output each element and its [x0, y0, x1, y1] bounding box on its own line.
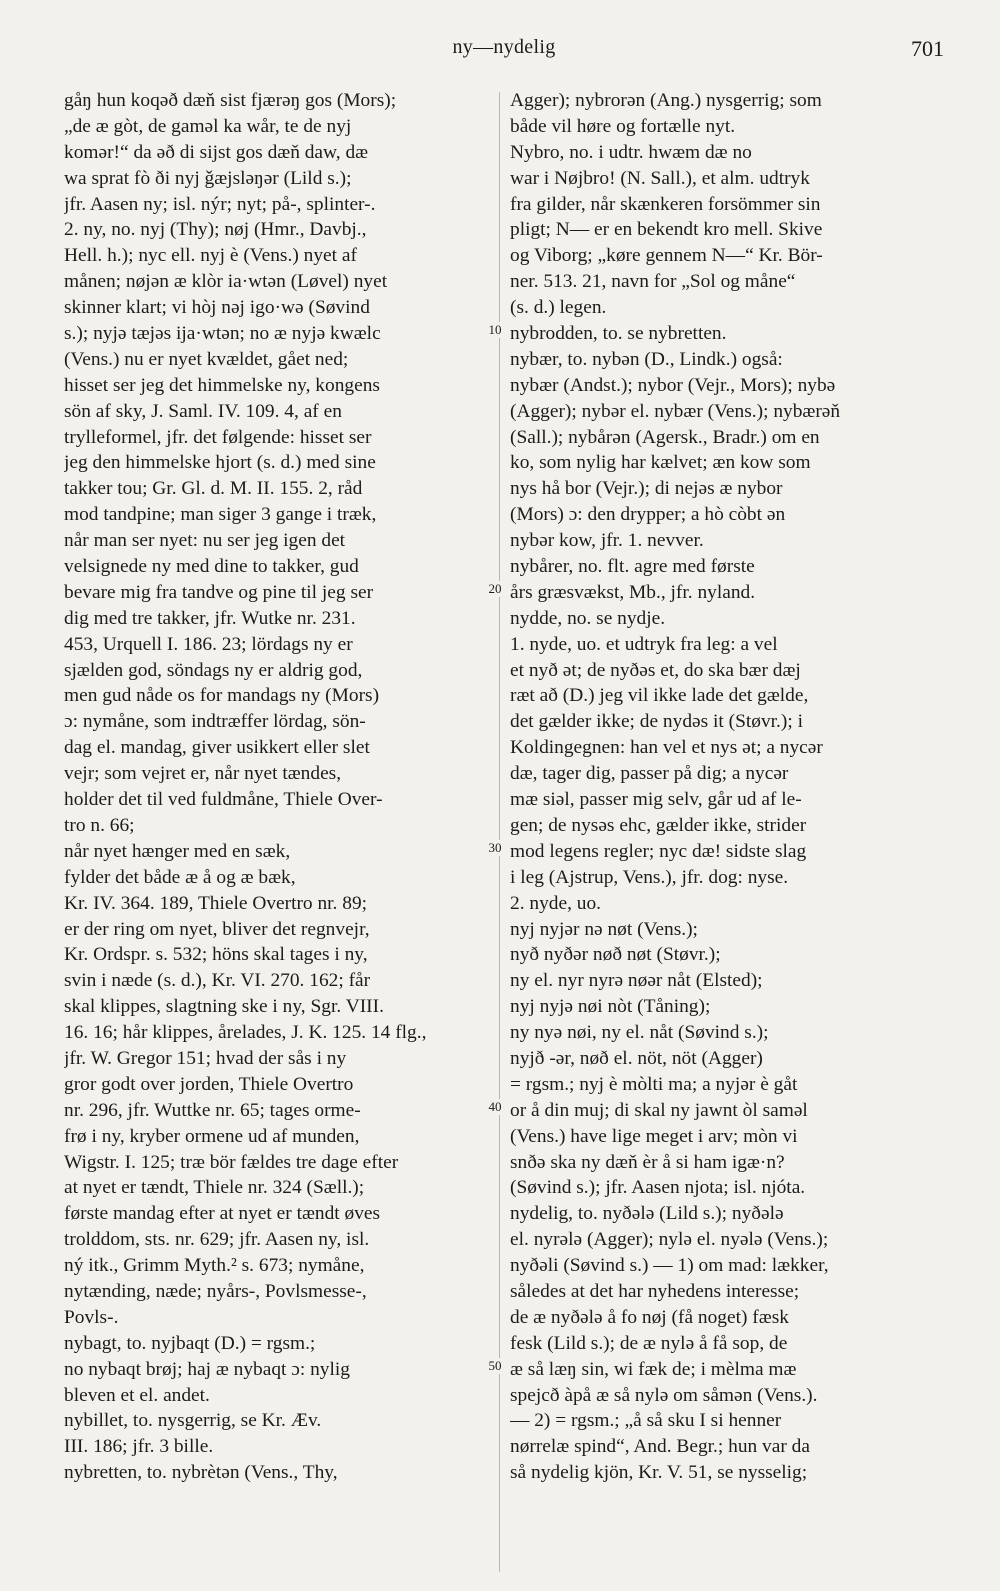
text-line: nytænding, næde; nyårs-, Povlsmesse-,	[64, 1280, 367, 1302]
text-line: i leg (Ajstrup, Vens.), jfr. dog: nyse.	[510, 866, 789, 888]
text-line: (Mors) ɔ: den drypper; a hò còbt ən	[510, 504, 786, 526]
text-line: ko, som nylig har kælvet; æn kow som	[510, 452, 811, 474]
text-line: nybårer, no. flt. agre med første	[510, 556, 755, 578]
text-line: 2. ny, no. nyj (Thy); nøj (Hmr., Davbj.,	[64, 219, 367, 241]
text-line: nr. 296, jfr. Wuttke nr. 65; tages orme-	[64, 1099, 361, 1121]
text-line: (Sall.); nybårən (Agersk., Bradr.) om en	[510, 426, 820, 448]
text-line: Hell. h.); nyc ell. nyj è (Vens.) nyet af	[64, 245, 357, 267]
text-line: æ så læŋ sin, wi fæk de; i mèlma mæ	[510, 1358, 797, 1380]
page-number: 701	[911, 36, 944, 61]
text-line: ɔ: nymåne, som indtræffer lördag, sön-	[64, 711, 366, 733]
text-line: nyðəli (Søvind s.) — 1) om mad: lækker,	[510, 1255, 829, 1277]
text-line: (Vens.) nu er nyet kvældet, gået ned;	[64, 348, 349, 370]
text-line: et nyð ət; de nyðəs et, do ska bær dæj	[510, 659, 801, 681]
text-line: frø i ny, kryber ormene ud af munden,	[64, 1125, 360, 1147]
text-line: års græsvækst, Mb., jfr. nyland.	[510, 581, 756, 603]
text-line: trolddom, sts. nr. 629; jfr. Aasen ny, isl.	[64, 1229, 370, 1251]
text-line: jfr. Aasen ny; isl. nýr; nyt; på-, splinter-.	[64, 193, 376, 215]
text-line: hisset ser jeg det himmelske ny, kongens	[64, 374, 380, 396]
text-line: svin i næde (s. d.), Kr. VI. 270. 162; får	[64, 970, 371, 992]
text-line: nydde, no. se nydje.	[510, 607, 666, 629]
text-line: snðə ska ny dæň èr å si ham igæ·n?	[510, 1151, 785, 1173]
text-line: nyjð -ər, nøð el. nöt, nöt (Agger)	[510, 1047, 763, 1069]
text-line: jfr. W. Gregor 151; hvad der sås i ny	[64, 1047, 347, 1069]
text-line: takker tou; Gr. Gl. d. M. II. 155. 2, råd	[64, 478, 363, 500]
text-line: men gud nåde os for mandags ny (Mors)	[64, 685, 380, 707]
text-line: bevare mig fra tandve og pine til jeg ser	[64, 581, 374, 603]
line-number: 30	[484, 840, 506, 856]
text-line: no nybaqt brøj; haj æ nybaqt ɔ: nylig	[64, 1358, 350, 1380]
text-line: (Agger); nybər el. nybær (Vens.); nybærəň	[510, 400, 841, 422]
text-line: når nyet hænger med en sæk,	[64, 840, 291, 862]
text-line: 1. nyde, uo. et udtryk fra leg: a vel	[510, 633, 778, 655]
text-line: Nybro, no. i udtr. hwæm dæ no	[510, 141, 752, 163]
text-line: war i Nøjbro! (N. Sall.), et alm. udtryk	[510, 167, 810, 189]
text-line: gåŋ hun koqəð dæň sist fjærəŋ gos (Mors);	[64, 90, 397, 111]
text-line: holder det til ved fuldmåne, Thiele Over-	[64, 789, 383, 811]
text-line: trylleformel, jfr. det følgende: hisset ser	[64, 426, 372, 448]
text-line: — 2) = rgsm.; „å så sku I si henner	[510, 1410, 782, 1432]
text-line: så nydelig kjön, Kr. V. 51, se nysselig;	[510, 1462, 808, 1484]
text-line: „de æ gòt, de gaməl ka wår, te de nyj	[64, 115, 352, 137]
text-line: jeg den himmelske hjort (s. d.) med sine	[64, 452, 376, 474]
text-line: mæ siəl, passer mig selv, går ud af le-	[510, 789, 802, 811]
text-line: ner. 513. 21, navn for „Sol og måne“	[510, 271, 796, 293]
text-line: spejcð àpå æ så nylə om såmən (Vens.).	[510, 1384, 818, 1406]
text-line: (Søvind s.); jfr. Aasen njota; isl. njóta.	[510, 1177, 806, 1199]
text-line: både vil høre og fortælle nyt.	[510, 115, 736, 137]
text-line: nybær (Andst.); nybor (Vejr., Mors); nybə	[510, 374, 836, 396]
text-line: nyj nyjə nøi nòt (Tåning);	[510, 996, 711, 1018]
text-line: tro n. 66;	[64, 814, 135, 836]
text-line: Kr. IV. 364. 189, Thiele Overtro nr. 89;	[64, 892, 368, 914]
text-line: (Vens.) have lige meget i arv; mòn vi	[510, 1125, 798, 1147]
text-line: ny el. nyr nyrə nøər nåt (Elsted);	[510, 970, 763, 992]
text-line: når man ser nyet: nu ser jeg igen det	[64, 530, 346, 552]
text-line: mod tandpine; man siger 3 gange i træk,	[64, 504, 377, 526]
text-line: Wigstr. I. 125; træ bör fældes tre dage efter	[64, 1151, 399, 1173]
text-line: 453, Urquell I. 186. 23; lördags ny er	[64, 633, 353, 655]
running-head: ny—nydelig	[452, 36, 556, 58]
text-line: ræt að (D.) jeg vil ikke lade det gælde,	[510, 685, 809, 707]
text-line: dig med tre takker, jfr. Wutke nr. 231.	[64, 607, 356, 629]
text-line: wa sprat fò ði nyj ǧæjsləŋər (Lild s.);	[64, 167, 352, 189]
text-line: el. nyrələ (Agger); nylə el. nyələ (Vens.);	[510, 1229, 829, 1251]
text-line: dag el. mandag, giver usikkert eller slet	[64, 737, 370, 759]
text-line: nørrelæ spind“, And. Begr.; hun var da	[510, 1436, 810, 1458]
text-line: fesk (Lild s.); de æ nylə å få sop, de	[510, 1332, 788, 1354]
text-line: ný itk., Grimm Myth.² s. 673; nymåne,	[64, 1255, 365, 1277]
right-column	[510, 88, 944, 1486]
line-number: 50	[484, 1358, 506, 1374]
line-number: 20	[484, 581, 506, 597]
text-line: månen; nøjən æ klòr ia·wtən (Løvel) nyet	[64, 271, 388, 293]
text-line: nybagt, to. nyjbaqt (D.) = rgsm.;	[64, 1332, 316, 1354]
text-line: komər!“ da əð di sijst gos dæň daw, dæ	[64, 141, 369, 163]
text-line: pligt; N— er en bekendt kro mell. Skive	[510, 219, 823, 241]
text-line: fylder det både æ å og æ bæk,	[64, 866, 296, 888]
text-line: sön af sky, J. Saml. IV. 109. 4, af en	[64, 400, 342, 422]
text-line: nybrodden, to. se nybretten.	[510, 323, 727, 345]
text-line: = rgsm.; nyj è mòlti ma; a nyjər è gåt	[510, 1073, 798, 1095]
text-line: nybər kow, jfr. 1. nevver.	[510, 530, 704, 552]
text-line: det gælder ikke; de nydəs it (Støvr.); i	[510, 711, 803, 733]
text-line: skal klippes, slagtning ske i ny, Sgr. VIII.	[64, 996, 384, 1018]
text-line: nybretten, to. nybrètən (Vens., Thy,	[64, 1462, 338, 1484]
text-line: nybillet, to. nysgerrig, se Kr. Æv.	[64, 1410, 322, 1432]
text-line: skinner klart; vi hòj nəj igo·wə (Søvind	[64, 297, 370, 319]
column-divider	[499, 92, 500, 1572]
text-line: ny nyə nøi, ny el. nåt (Søvind s.);	[510, 1022, 769, 1044]
text-line: fra gilder, når skænkeren forsömmer sin	[510, 193, 821, 215]
text-line: velsignede ny med dine to takker, gud	[64, 556, 359, 578]
text-line: s.); nyjə tæjəs ija·wtən; no æ nyjə kwælc	[64, 323, 381, 345]
text-line: gen; de nysəs ehc, gælder ikke, strider	[510, 814, 807, 836]
text-line: nyð nyðər nøð nøt (Støvr.);	[510, 944, 721, 966]
text-line: (s. d.) legen.	[510, 297, 607, 319]
text-line: gror godt over jorden, Thiele Overtro	[64, 1073, 354, 1095]
text-line: er der ring om nyet, bliver det regnvejr,	[64, 918, 370, 940]
text-line: således at det har nyhedens interesse;	[510, 1280, 800, 1302]
text-line: vejr; som vejret er, når nyet tændes,	[64, 763, 342, 785]
text-line: og Viborg; „køre gennem N—“ Kr. Bör-	[510, 245, 823, 267]
text-line: 16. 16; hår klippes, årelades, J. K. 125. 14 flg.,	[64, 1022, 427, 1044]
text-line: or å din muj; di skal ny jawnt òl saməl	[510, 1099, 808, 1121]
left-column	[64, 88, 492, 1486]
line-number: 10	[484, 322, 506, 338]
text-line: sjælden god, söndags ny er aldrig god,	[64, 659, 363, 681]
text-line: de æ nyðələ å fo nøj (få noget) fæsk	[510, 1306, 789, 1328]
text-line: Povls-.	[64, 1306, 119, 1328]
text-line: at nyet er tændt, Thiele nr. 324 (Sæll.);	[64, 1177, 365, 1199]
text-line: nyj nyjər nə nøt (Vens.);	[510, 918, 698, 940]
text-line: Koldingegnen: han vel et nys ət; a nycər	[510, 737, 823, 759]
text-line: dæ, tager dig, passer på dig; a nycər	[510, 763, 789, 785]
page-header	[64, 30, 944, 64]
text-line: 2. nyde, uo.	[510, 892, 602, 914]
text-line: nys hå bor (Vejr.); di nejəs æ nybor	[510, 478, 783, 500]
line-number: 40	[484, 1099, 506, 1115]
text-line: III. 186; jfr. 3 bille.	[64, 1436, 214, 1458]
text-line: nybær, to. nybən (D., Lindk.) også:	[510, 348, 783, 370]
text-line: nydelig, to. nyðələ (Lild s.); nyðələ	[510, 1203, 784, 1225]
text-line: første mandag efter at nyet er tændt øves	[64, 1203, 381, 1225]
text-line: mod legens regler; nyc dæ! sidste slag	[510, 840, 807, 862]
text-line: Agger); nybrorən (Ang.) nysgerrig; som	[510, 90, 822, 111]
text-line: Kr. Ordspr. s. 532; höns skal tages i ny,	[64, 944, 368, 966]
text-line: bleven et el. andet.	[64, 1384, 210, 1406]
